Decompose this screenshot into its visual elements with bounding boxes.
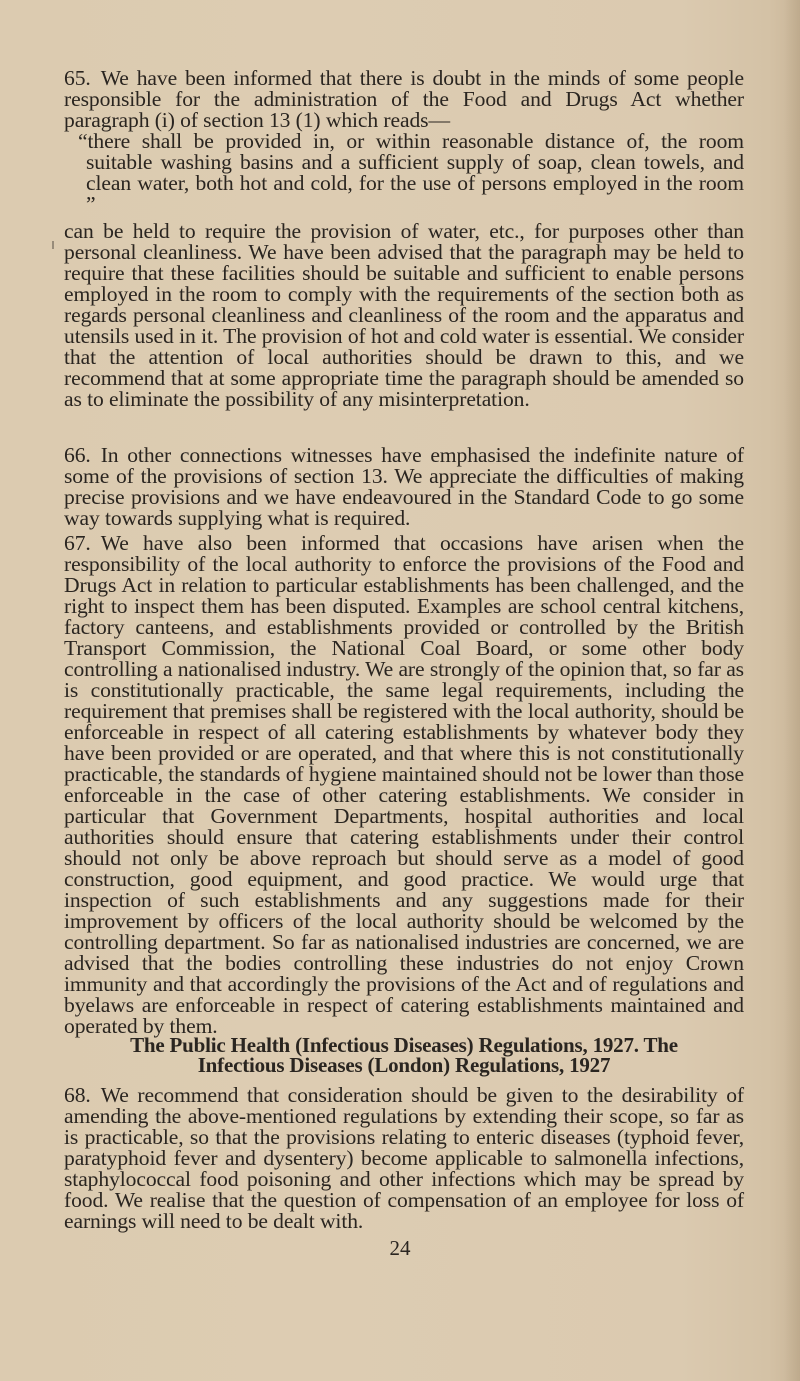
paragraph-text: We recommend that consideration should be given to the desirability of amending the above-mentioned regulations by extending their scope, so far as is practicable, so that the provisions relating to enteric diseases (typhoid fever, paratyphoid fever and dysentery) become applicable to salmonella infections, staphylococcal food poisoning and other infections which may be spread by food. We realise that the question of compensation of an employee for loss of earnings will need to be dealt with. [64, 1083, 744, 1233]
section-heading-line-1: The Public Health (Infectious Diseases) Regulations, 1927. The [130, 1033, 678, 1057]
paragraph-number: 65. [64, 66, 91, 90]
section-heading-line-2: Infectious Diseases (London) Regulations, 1927 [197, 1053, 611, 1077]
paragraph-66 [64, 445, 744, 529]
paragraph-number: 67. [64, 531, 91, 555]
paragraph-65 [64, 68, 744, 410]
section-heading [64, 1035, 744, 1075]
page-number: 24 [389, 1236, 411, 1260]
paragraph-text: We have been informed that there is doubt in the minds of some people responsible for the administration of the Food and Drugs Act whether paragraph (i) of section 13 (1) which reads— [64, 66, 744, 132]
paragraph-text: We have also been informed that occasions have arisen when the responsibility of the local authority to enforce the provisions of the Food and Drugs Act in relation to particular establishments has been challenged, and the right to inspect them has been disputed. Examples are school central kitchens, factory canteens, and establishments provided or controlled by the British Transport Commission, the National Coal Board, or some other body controlling a nationalised industry. We are strongly of the opinion that, so far as is constitutionally practicable, the same legal requirements, including the requirement that premises shall be registered with the local authority, should be enforceable in respect of all catering establishments by whatever body they have been provided or are operated, and that where this is not constitutionally practicable, the standards of hygiene maintained should not be lower than those enforceable in the case of other catering establishments. We consider in particular that Government Departments, hospital authorities and local authorities should ensure that catering establishments under their control should not only be above reproach but should serve as a model of good construction, good equipment, and good practice. We would urge that inspection of such establishments and any suggestions made for their improvement by officers of the local authority should be welcomed by the controlling department. So far as nationalised industries are concerned, we are advised that the bodies controlling these industries do not enjoy Crown immunity and that accordingly the provisions of the Act and of regulations and byelaws are enforceable in respect of catering establishments maintained and operated by them. [64, 531, 744, 1038]
paragraph-68 [64, 1085, 744, 1232]
paragraph-65-intro [64, 68, 744, 131]
paragraph-65-continuation: can be held to require the provision of water, etc., for purposes other than personal cleanliness. We have been advised that the paragraph may be held to require that these facilities should be suitable and sufficient to enable persons employed in the room to comply with the requirements of the section both as regards personal cleanliness and cleanliness of the room and the apparatus and utensils used in it. The provision of hot and cold water is essential. We consider that the attention of local authorities should be drawn to this, and we recommend that at some appropriate time the paragraph should be amended so as to eliminate the possibility of any misinterpretation. [64, 219, 744, 411]
paragraph-number: 68. [64, 1083, 91, 1107]
paragraph-67 [64, 533, 744, 1037]
quoted-section-text: “there shall be provided in, or within reasonable distance of, the room suitable washing basins and a sufficient supply of soap, clean towels, and clean water, both hot and cold, for the use of persons employed in the room ” [78, 129, 744, 216]
page-edge-shadow [784, 0, 800, 1381]
paragraph-text: In other connections witnesses have emphasised the indefinite nature of some of the provisions of section 13. We appreciate the difficulties of making precise provisions and we have endeavoured in the Standard Code to go some way towards supplying what is required. [64, 443, 744, 530]
paragraph-number: 66. [64, 443, 91, 467]
margin-mark [52, 241, 54, 249]
